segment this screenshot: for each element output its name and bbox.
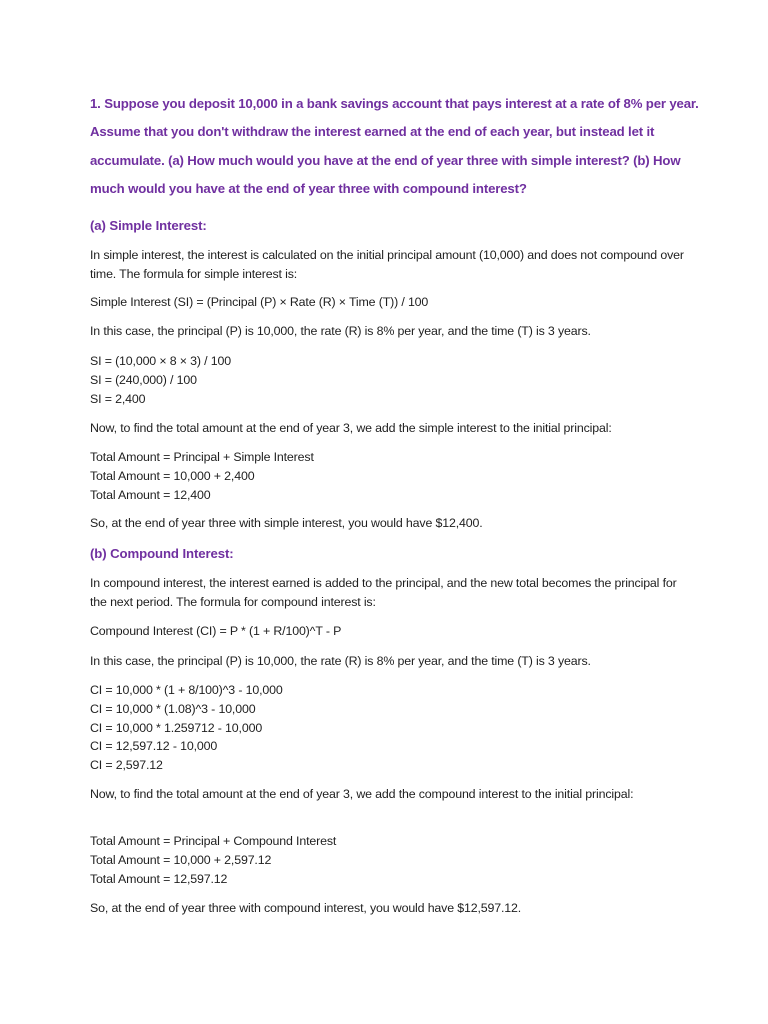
compound-total-line: Total Amount = 12,597.12 (90, 871, 228, 886)
compound-calc-line: CI = 12,597.12 - 10,000 (90, 739, 218, 754)
compound-conclusion: So, at the end of year three with compound interest, you would have $12,597.12. (90, 901, 522, 915)
simple-formula: Simple Interest (SI) = (Principal (P) × Rate (R) × Time (T)) / 100 (90, 295, 429, 309)
simple-calc-line: SI = (240,000) / 100 (90, 372, 197, 387)
simple-intro: In simple interest, the interest is calculated on the initial principal amount (10,000) and does not compound over time. The formula for simple interest is: (90, 248, 684, 281)
compound-total-line: Total Amount = Principal + Compound Interest (90, 834, 337, 848)
compound-calc-line: CI = 10,000 * (1 + 8/100)^3 - 10,000 (90, 683, 283, 697)
compound-total-line: Total Amount = 10,000 + 2,597.12 (90, 852, 272, 867)
compound-interest-heading: (b) Compound Interest: (90, 546, 234, 561)
question-text: 1. Suppose you deposit 10,000 in a bank savings account that pays interest at a rate of 8% per year. Assume that you don't withdraw the interest earned at the end of each year, but instead let it accumulate. (a) How much would you have at the end of year three with simple interest? (b) How much would you have at the end of year three with compound interest? (90, 96, 699, 196)
simple-total-intro: Now, to find the total amount at the end of year 3, we add the simple interest to the initial principal: (90, 421, 612, 435)
simple-calc-line: SI = 2,400 (90, 391, 146, 406)
compound-case: In this case, the principal (P) is 10,000, the rate (R) is 8% per year, and the time (T) is 3 years. (90, 654, 591, 668)
compound-calc-line: CI = 10,000 * (1.08)^3 - 10,000 (90, 701, 256, 716)
compound-formula: Compound Interest (CI) = P * (1 + R/100)^T - P (90, 624, 342, 638)
simple-calc-line: SI = (10,000 × 8 × 3) / 100 (90, 354, 231, 368)
compound-total-intro: Now, to find the total amount at the end of year 3, we add the compound interest to the initial principal: (90, 787, 634, 801)
simple-total-line: Total Amount = 10,000 + 2,400 (90, 468, 255, 483)
simple-total-calculation (90, 448, 690, 504)
compound-calculation (90, 681, 690, 775)
compound-calc-line: CI = 10,000 * 1.259712 - 10,000 (90, 720, 263, 735)
compound-calc-line: CI = 2,597.12 (90, 758, 163, 773)
simple-interest-heading: (a) Simple Interest: (90, 218, 207, 233)
simple-calculation (90, 352, 690, 408)
compound-total-calculation (90, 832, 690, 888)
simple-case: In this case, the principal (P) is 10,000, the rate (R) is 8% per year, and the time (T) is 3 years. (90, 324, 591, 338)
simple-total-line: Total Amount = Principal + Simple Interest (90, 450, 314, 464)
simple-conclusion: So, at the end of year three with simple interest, you would have $12,400. (90, 516, 483, 530)
simple-total-line: Total Amount = 12,400 (90, 487, 211, 502)
compound-intro: In compound interest, the interest earned is added to the principal, and the new total becomes the principal for the next period. The formula for compound interest is: (90, 576, 677, 609)
